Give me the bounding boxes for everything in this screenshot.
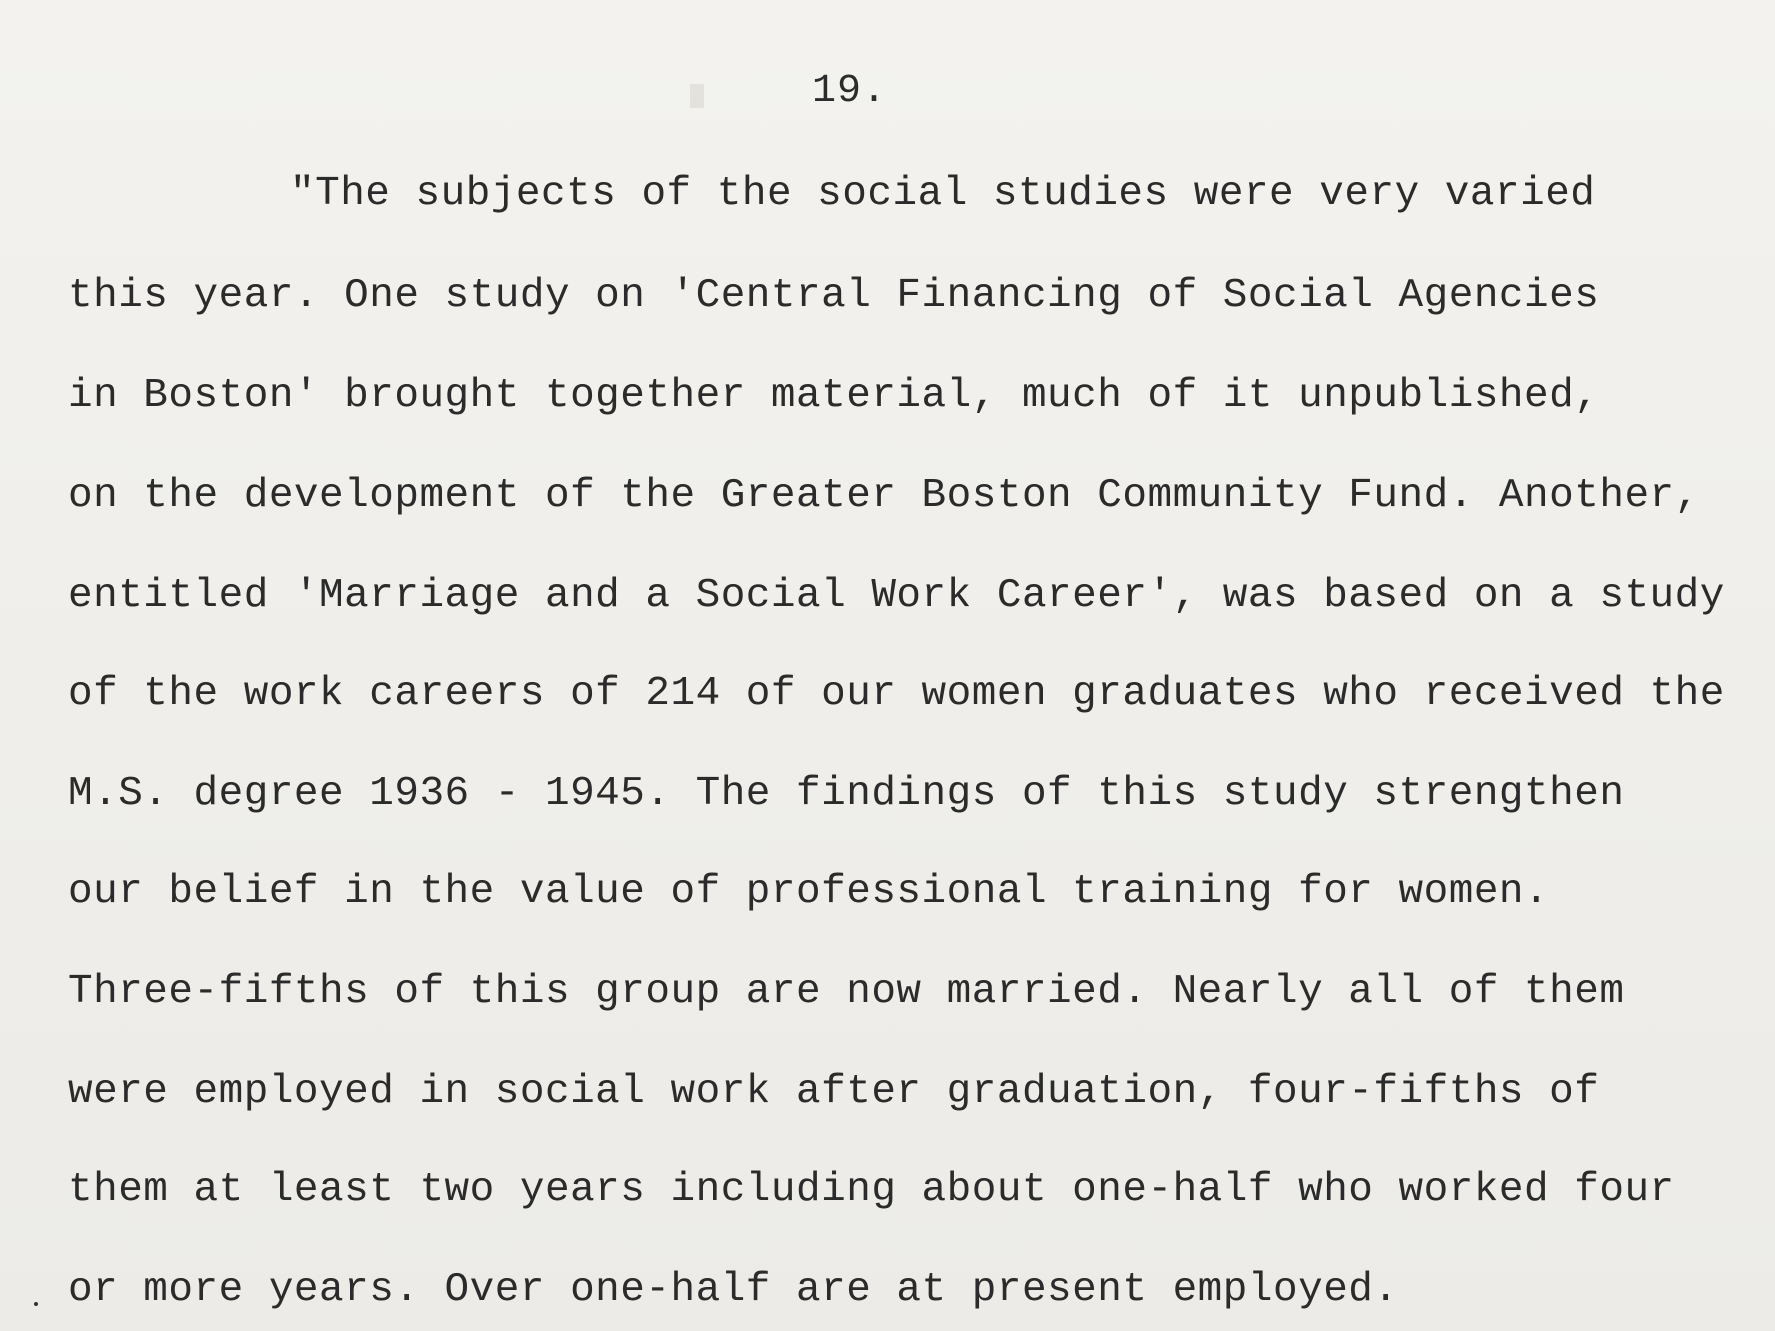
body-line: on the development of the Greater Boston Community Fund. Another, (68, 473, 1700, 519)
body-line: M.S. degree 1936 - 1945. The findings of this study strengthen (68, 771, 1625, 817)
body-line: Three-fifths of this group are now married. Nearly all of them (68, 969, 1625, 1015)
body-line: our belief in the value of professional training for women. (68, 869, 1550, 915)
body-line: "The subjects of the social studies were very varied (290, 171, 1596, 217)
body-line: in Boston' brought together material, much of it unpublished, (68, 373, 1600, 419)
body-line: entitled 'Marriage and a Social Work Career', was based on a study (68, 573, 1725, 619)
body-line: of the work careers of 214 of our women graduates who received the (68, 671, 1725, 717)
body-line: were employed in social work after graduation, four-fifths of (68, 1069, 1600, 1115)
stray-dot (34, 1302, 38, 1306)
page-number: 19. (812, 69, 888, 114)
body-line: them at least two years including about one-half who worked four (68, 1167, 1675, 1213)
body-line: this year. One study on 'Central Financing of Social Agencies (68, 273, 1600, 319)
body-line: or more years. Over one-half are at present employed. (68, 1267, 1399, 1313)
smudge-mark (690, 84, 704, 108)
